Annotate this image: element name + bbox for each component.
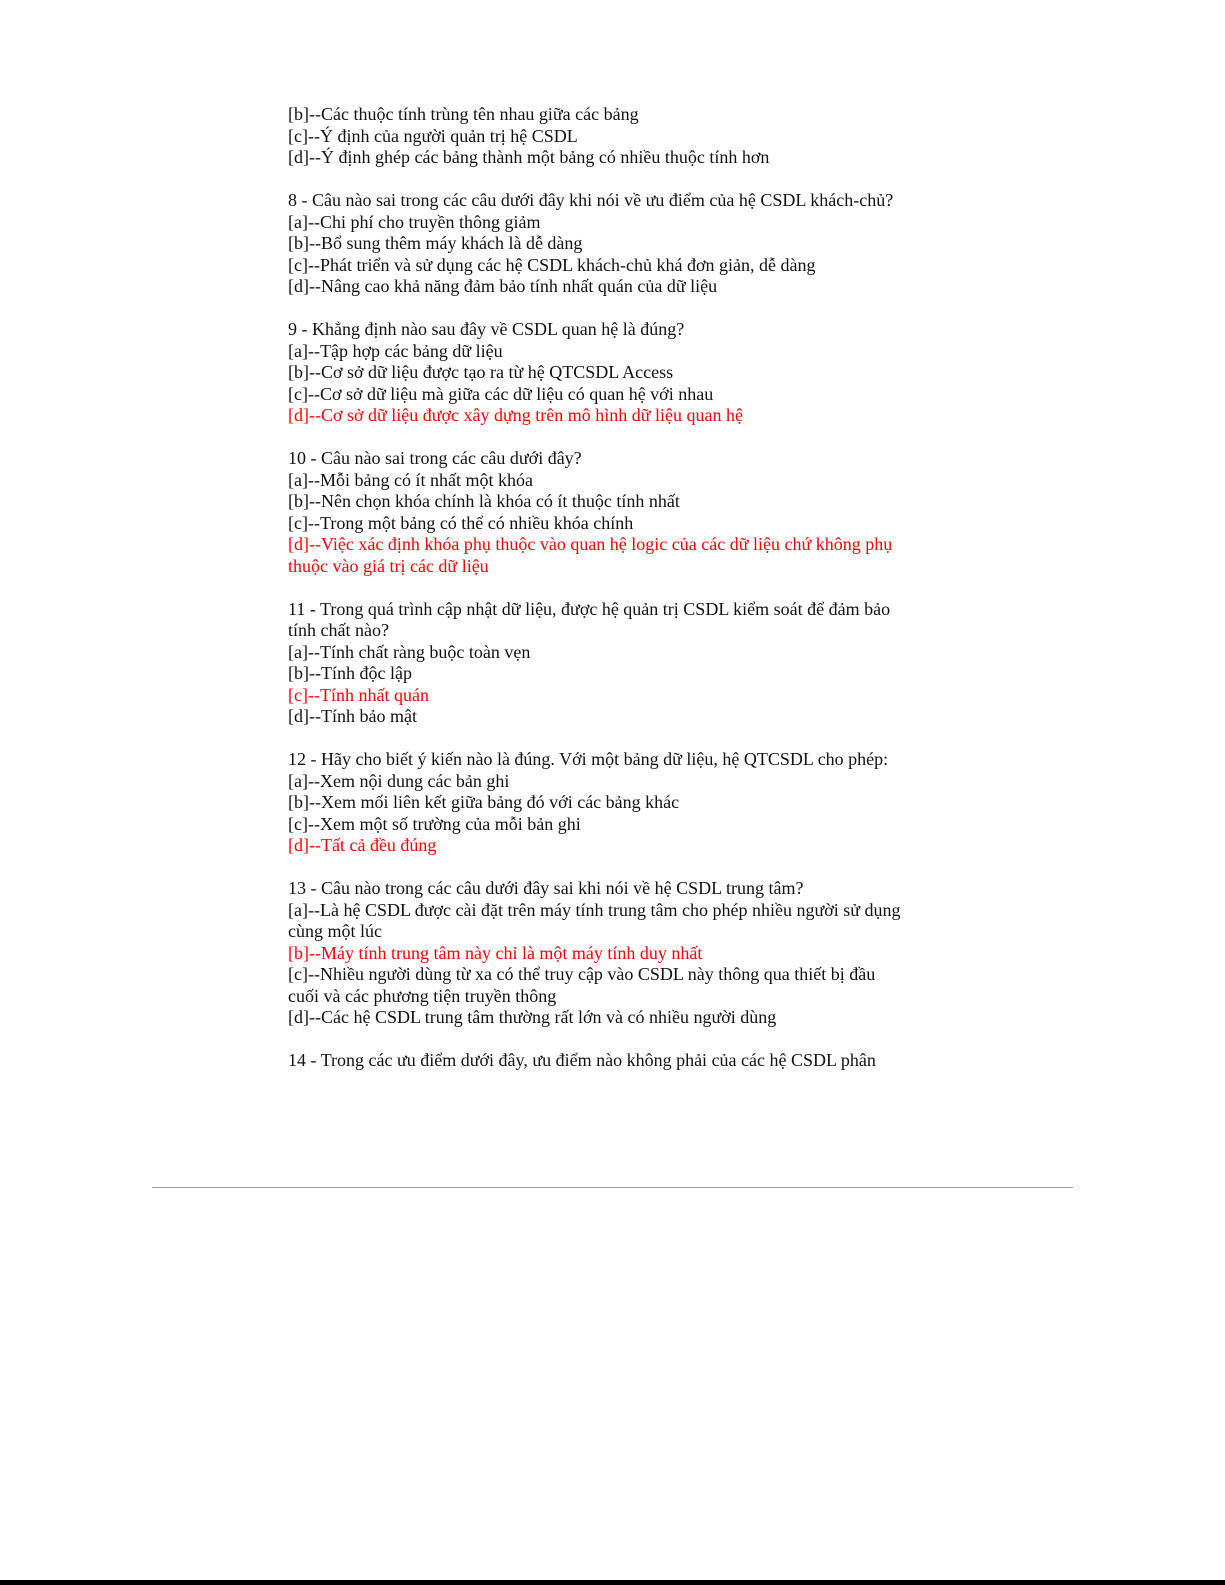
q10-option-b: [b]--Nên chọn khóa chính là khóa có ít thuộc tính nhất	[288, 491, 680, 511]
bottom-edge-bar	[0, 1580, 1225, 1585]
q9-option-b: [b]--Cơ sở dữ liệu được tạo ra từ hệ QTCSDL Access	[288, 362, 674, 382]
q7-option-c: [c]--Ý định của người quản trị hệ CSDL	[288, 125, 578, 146]
spacer	[288, 427, 938, 449]
q13-option-a-line1: [a]--Là hệ CSDL được cài đặt trên máy tính trung tâm cho phép nhiều người sử dụng	[288, 899, 901, 920]
q10-option-d-correct-line2: thuộc vào giá trị các dữ liệu	[288, 555, 489, 576]
q11-option-b: [b]--Tính độc lập	[288, 663, 412, 683]
q8-option-b: [b]--Bổ sung thêm máy khách là dễ dàng	[288, 233, 583, 253]
spacer	[288, 1029, 938, 1051]
q13-option-b-correct: [b]--Máy tính trung tâm này chỉ là một máy tính duy nhất	[288, 942, 703, 963]
q13-question: 13 - Câu nào trong các câu dưới đây sai khi nói về hệ CSDL trung tâm?	[288, 878, 804, 898]
q13-option-c-line2: cuối và các phương tiện truyền thông	[288, 985, 557, 1006]
q9-option-d-correct: [d]--Cơ sở dữ liệu được xây dựng trên mô hình dữ liệu quan hệ	[288, 405, 743, 425]
spacer	[288, 169, 938, 191]
q12-option-b: [b]--Xem mối liên kết giữa bảng đó với các bảng khác	[288, 792, 680, 812]
q13-option-a-line2: cùng một lúc	[288, 921, 382, 941]
q9-option-a: [a]--Tập hợp các bảng dữ liệu	[288, 340, 503, 361]
spacer	[288, 857, 938, 879]
spacer	[288, 728, 938, 750]
q12-option-a: [a]--Xem nội dung các bản ghi	[288, 770, 510, 791]
q9-question: 9 - Khẳng định nào sau đây về CSDL quan hệ là đúng?	[288, 319, 685, 339]
q10-question: 10 - Câu nào sai trong các câu dưới đây?	[288, 448, 582, 468]
q12-question: 12 - Hãy cho biết ý kiến nào là đúng. Với một bảng dữ liệu, hệ QTCSDL cho phép:	[288, 749, 889, 769]
q10-option-d-correct-line1: [d]--Việc xác định khóa phụ thuộc vào quan hệ logic của các dữ liệu chứ không phụ	[288, 534, 893, 554]
q8-option-a: [a]--Chi phí cho truyền thông giảm	[288, 211, 541, 232]
q11-option-c-correct: [c]--Tính nhất quán	[288, 684, 429, 705]
page-break-divider	[152, 1187, 1073, 1188]
q13-option-c-line1: [c]--Nhiều người dùng từ xa có thể truy cập vào CSDL này thông qua thiết bị đầu	[288, 964, 876, 984]
q12-option-c: [c]--Xem một số trường của mỗi bản ghi	[288, 813, 581, 834]
q11-question-line2: tính chất nào?	[288, 620, 389, 640]
spacer	[288, 298, 938, 320]
q8-question: 8 - Câu nào sai trong các câu dưới đây khi nói về ưu điểm của hệ CSDL khách-chủ?	[288, 190, 894, 210]
q10-option-c: [c]--Trong một bảng có thể có nhiều khóa chính	[288, 512, 634, 533]
q8-option-c: [c]--Phát triển và sử dụng các hệ CSDL khách-chủ khá đơn giản, dễ dàng	[288, 254, 816, 275]
q14-question-start: 14 - Trong các ưu điểm dưới đây, ưu điểm nào không phải của các hệ CSDL phân	[288, 1050, 876, 1070]
spacer	[288, 577, 938, 599]
quiz-content	[288, 104, 938, 1072]
q11-question-line1: 11 - Trong quá trình cập nhật dữ liệu, được hệ quản trị CSDL kiểm soát để đảm bảo	[288, 598, 891, 619]
q13-option-d: [d]--Các hệ CSDL trung tâm thường rất lớn và có nhiều người dùng	[288, 1007, 777, 1027]
q12-option-d-correct: [d]--Tất cả đều đúng	[288, 835, 437, 855]
q9-option-c: [c]--Cơ sở dữ liệu mà giữa các dữ liệu có quan hệ với nhau	[288, 383, 714, 404]
q7-option-b: [b]--Các thuộc tính trùng tên nhau giữa các bảng	[288, 104, 639, 124]
q11-option-a: [a]--Tính chất ràng buộc toàn vẹn	[288, 641, 531, 662]
q10-option-a: [a]--Mỗi bảng có ít nhất một khóa	[288, 469, 533, 490]
q7-option-d: [d]--Ý định ghép các bảng thành một bảng có nhiều thuộc tính hơn	[288, 147, 770, 167]
q11-option-d: [d]--Tính bảo mật	[288, 706, 417, 726]
q8-option-d: [d]--Nâng cao khả năng đảm bảo tính nhất quán của dữ liệu	[288, 276, 718, 296]
